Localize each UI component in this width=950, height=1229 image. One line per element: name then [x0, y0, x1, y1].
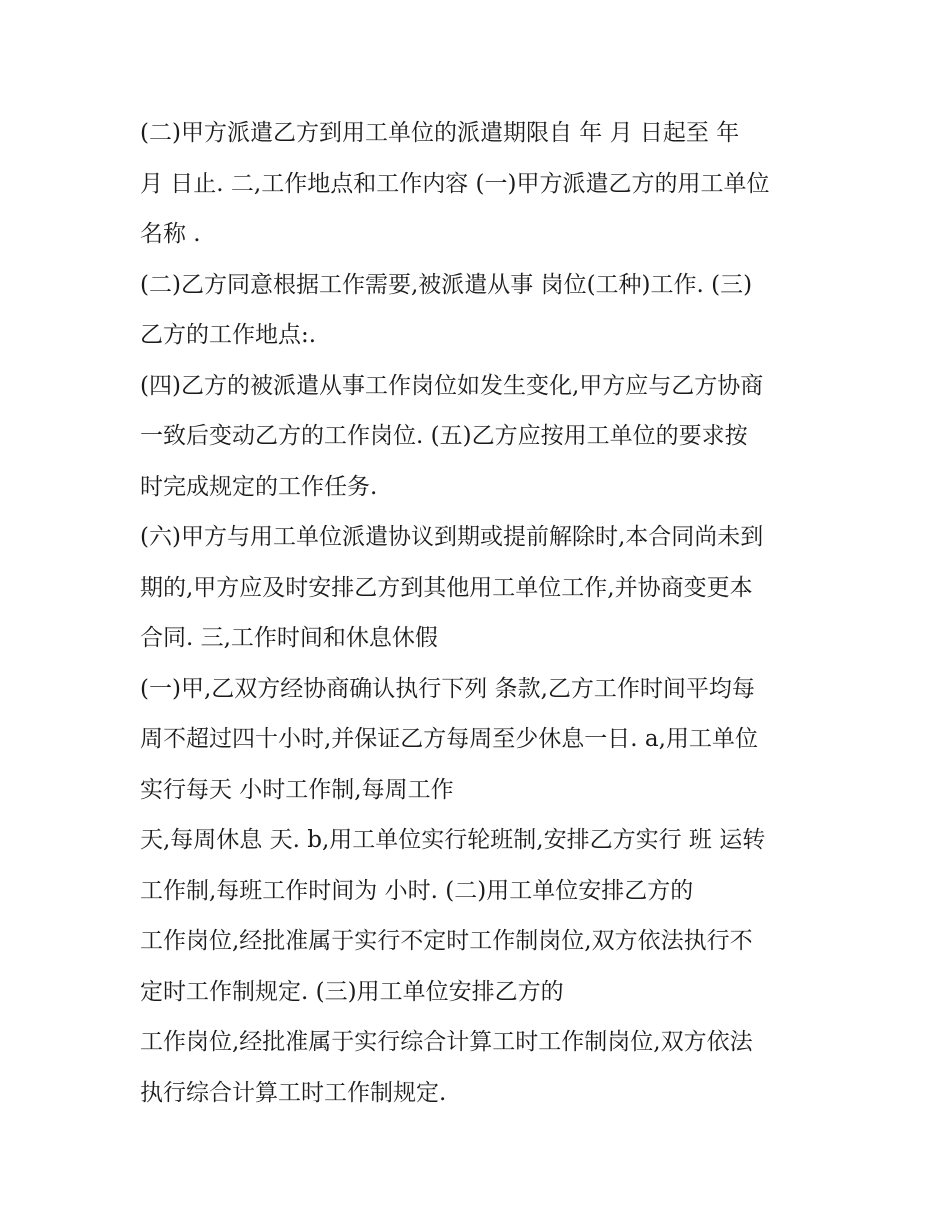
text-line: 乙方的工作地点:.: [140, 322, 317, 348]
text-line: 期的,甲方应及时安排乙方到其他用工单位工作,并协商变更本: [140, 574, 753, 601]
text-line: 执行综合计算工时工作制规定.: [140, 1079, 447, 1106]
text-line: 实行每天 小时工作制,每周工作: [140, 776, 454, 803]
text-line: (二)甲方派遣乙方到用工单位的派遣期限自 年 月 日起至 年: [140, 120, 740, 146]
text-line: 一致后变动乙方的工作岗位. (五)乙方应按用工单位的要求按: [140, 423, 748, 449]
text-line: 时完成规定的工作任务.: [140, 473, 378, 500]
text-line: (四)乙方的被派遣从事工作岗位如发生变化,甲方应与乙方协商: [140, 372, 764, 399]
text-line: 周不超过四十小时,并保证乙方每周至少休息一日. a,用工单位: [140, 726, 758, 752]
text-line: 月 日止. 二,工作地点和工作内容 (一)甲方派遣乙方的用工单位: [140, 170, 770, 197]
text-line: 工作岗位,经批准属于实行不定时工作制岗位,双方依法执行不: [140, 928, 753, 954]
text-line: 合同. 三,工作时间和休息休假: [140, 625, 438, 651]
text-line: (六)甲方与用工单位派遣协议到期或提前解除时,本合同尚未到: [140, 524, 764, 550]
text-line: 天,每周休息 天. b,用工单位实行轮班制,安排乙方实行 班 运转: [140, 827, 766, 853]
document-body: [140, 108, 820, 1118]
text-line: (一)甲,乙双方经协商确认执行下列 条款,乙方工作时间平均每: [140, 675, 755, 702]
text-line: 定时工作制规定. (三)用工单位安排乙方的: [140, 978, 564, 1005]
text-line: (二)乙方同意根据工作需要,被派遣从事 岗位(工种)工作. (三): [140, 271, 753, 298]
text-line: 工作制,每班工作时间为 小时. (二)用工单位安排乙方的: [140, 877, 694, 904]
text-line: 工作岗位,经批准属于实行综合计算工时工作制岗位,双方依法: [140, 1029, 753, 1055]
text-line: 名称 .: [140, 221, 201, 247]
